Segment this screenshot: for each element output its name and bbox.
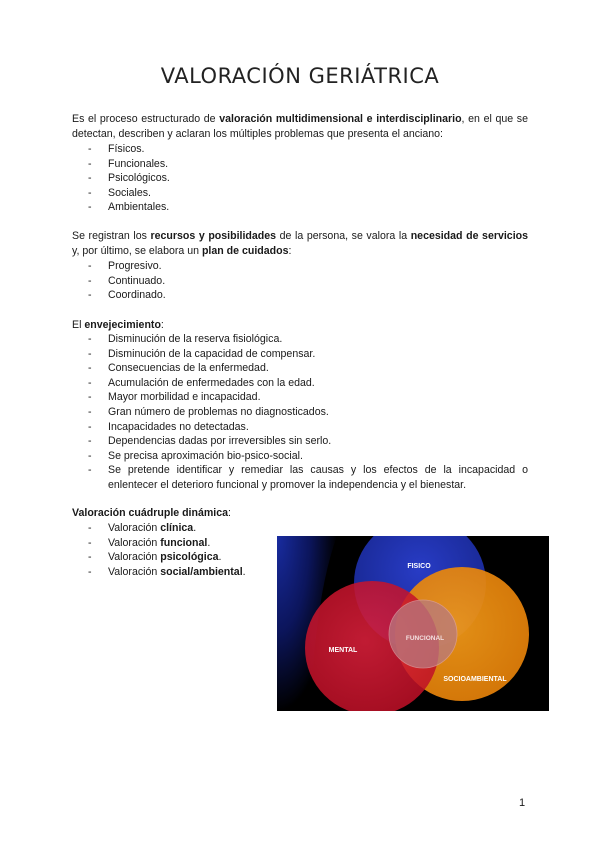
problems-list bbox=[88, 142, 528, 215]
envejecimiento-suffix: : bbox=[160, 319, 164, 331]
label-funcional: FUNCIONAL bbox=[405, 635, 445, 642]
list-item: - Acumulación de enfermedades con la edad. bbox=[88, 376, 528, 391]
label-fisico: FISICO bbox=[407, 563, 431, 570]
intro-prefix: Es el proceso estructurado de bbox=[72, 113, 220, 125]
list-item: - Sociales. bbox=[88, 186, 528, 201]
cuadruple-suffix: : bbox=[228, 507, 231, 519]
list-item: - Incapacidades no detectadas. bbox=[88, 420, 528, 435]
list-item: - Consecuencias de la enfermedad. bbox=[88, 361, 528, 376]
list-item: - Dependencias dadas por irreversibles sin serlo. bbox=[88, 434, 528, 449]
list-item: - Psicológicos. bbox=[88, 171, 528, 186]
venn-diagram bbox=[277, 536, 549, 711]
list-item: - Valoración clínica. bbox=[88, 521, 268, 536]
registro-text: : bbox=[288, 245, 292, 257]
list-item: - Valoración funcional. bbox=[88, 536, 268, 551]
intro-suffix: , en el que se detectan, describen y aclaran los múltiples problemas que presenta el anciano: bbox=[72, 113, 528, 140]
list-item: - Físicos. bbox=[88, 142, 528, 157]
envejecimiento-prefix: El bbox=[72, 319, 85, 331]
list-item: - Ambientales. bbox=[88, 200, 528, 215]
label-mental: MENTAL bbox=[328, 647, 358, 654]
list-item: - Gran número de problemas no diagnosticados. bbox=[88, 405, 528, 420]
label-socioambiental: SOCIOAMBIENTAL bbox=[443, 676, 507, 683]
registro-text: y, por último, se elabora un bbox=[72, 245, 202, 257]
cuadruple-bold: Valoración cuádruple dinámica bbox=[72, 507, 229, 519]
circle-funcional bbox=[389, 600, 457, 668]
plan-list bbox=[88, 259, 528, 303]
registro-bold: plan de cuidados bbox=[201, 245, 289, 257]
page-title: VALORACIÓN GERIÁTRICA bbox=[160, 64, 440, 88]
registro-paragraph bbox=[72, 229, 528, 259]
list-item: - Disminución de la reserva fisiológica. bbox=[88, 332, 528, 347]
list-item: - Progresivo. bbox=[88, 259, 528, 274]
intro-bold: valoración multidimensional e interdisciplinario bbox=[219, 113, 462, 125]
registro-bold: recursos y posibilidades bbox=[150, 230, 277, 242]
aging-list bbox=[88, 332, 528, 493]
list-item: - Continuado. bbox=[88, 274, 528, 289]
envejecimiento-bold: envejecimiento bbox=[84, 319, 161, 331]
page-number: 1 bbox=[519, 797, 526, 809]
registro-text: Se registran los bbox=[72, 230, 151, 242]
intro-paragraph bbox=[72, 112, 528, 142]
registro-text: de la persona, se valora la bbox=[276, 230, 411, 242]
list-item: - Se pretende identificar y remediar las causas y los efectos de la incapacidad o enlentecer el deterioro funcional y promover la independencia y el bienestar. bbox=[88, 463, 528, 492]
cuadruple-list bbox=[88, 521, 268, 579]
list-item: - Se precisa aproximación bio-psico-social. bbox=[88, 449, 528, 464]
list-item: - Valoración psicológica. bbox=[88, 550, 268, 565]
list-item: - Valoración social/ambiental. bbox=[88, 565, 268, 580]
envejecimiento-heading bbox=[72, 318, 528, 333]
list-item: - Mayor morbilidad e incapacidad. bbox=[88, 390, 528, 405]
registro-bold: necesidad de servicios bbox=[410, 230, 528, 242]
cuadruple-heading bbox=[72, 506, 528, 521]
list-item: - Disminución de la capacidad de compensar. bbox=[88, 347, 528, 362]
list-item: - Coordinado. bbox=[88, 288, 528, 303]
list-item: - Funcionales. bbox=[88, 157, 528, 172]
